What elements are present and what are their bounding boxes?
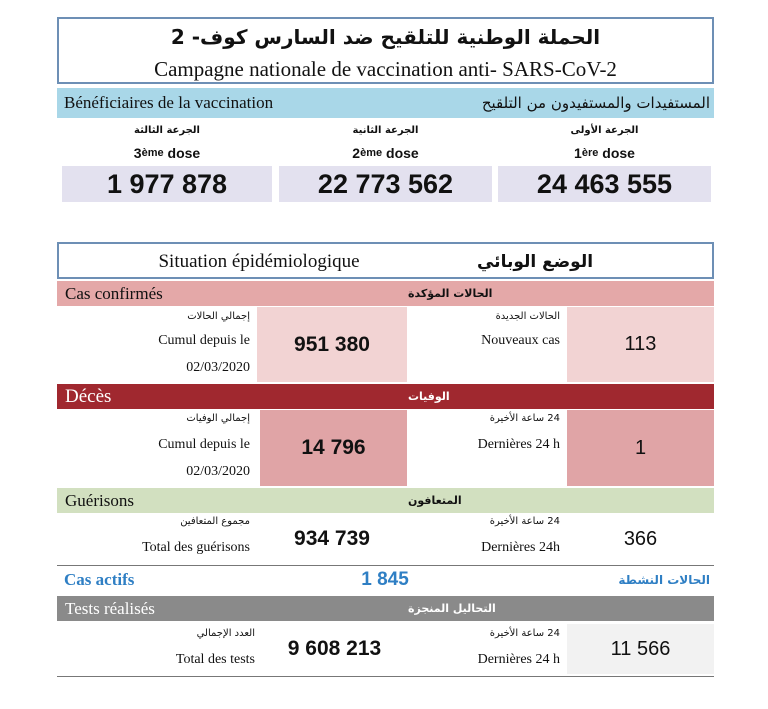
- active-label-ar: الحالات النشطة: [618, 573, 710, 587]
- tests-band-fr: Tests réalisés: [57, 596, 408, 621]
- situation-title-fr: Situation épidémiologique: [158, 250, 360, 272]
- dose2-value: 22 773 562: [279, 166, 492, 202]
- recoveries-bottom-rule: [57, 565, 714, 566]
- campaign-title-fr: Campagne nationale de vaccination anti- SARS-CoV-2: [154, 56, 617, 81]
- deaths-cum-value: 14 796: [260, 410, 407, 486]
- deaths-band-ar: الوفيات: [408, 384, 714, 409]
- dose1-value: 24 463 555: [498, 166, 711, 202]
- confirmed-cum-value: 951 380: [257, 307, 407, 382]
- tests-band-ar: التحاليل المنجزة: [408, 596, 714, 621]
- beneficiaries-label-fr: Bénéficiaires de la vaccination: [64, 93, 274, 112]
- deaths-last-label-ar: 24 ساعة الأخيرة: [489, 413, 560, 424]
- tests-bottom-rule: [57, 676, 714, 677]
- confirmed-band-fr: Cas confirmés: [57, 281, 408, 306]
- active-label-fr: Cas actifs: [64, 570, 135, 589]
- dose1-label-ar: الجرعة الأولى: [570, 124, 639, 136]
- deaths-band-fr: Décès: [57, 384, 408, 409]
- tests-total-value: 9 608 213: [287, 637, 382, 660]
- recoveries-last-label-fr: Dernières 24h: [481, 540, 560, 555]
- confirmed-new-label-fr: Nouveaux cas: [481, 333, 560, 348]
- recoveries-band-ar: المتعافون: [408, 488, 714, 513]
- deaths-last-label-fr: Dernières 24 h: [477, 437, 560, 452]
- dose1-label-fr: 1 ère dose: [574, 145, 635, 161]
- dose2-label-fr: 2 ème dose: [352, 145, 419, 161]
- recoveries-last-label-ar: 24 ساعة الأخيرة: [489, 516, 560, 527]
- tests-last-label-fr: Dernières 24 h: [477, 652, 560, 667]
- deaths-cum-label-fr: Cumul depuis le: [158, 437, 250, 452]
- dose3-label-fr: 3 ème dose: [133, 145, 201, 161]
- recoveries-total-value: 934 739: [294, 527, 370, 550]
- dose3-label-ar: الجرعة الثالثة: [134, 124, 200, 136]
- recoveries-total-label-fr: Total des guérisons: [142, 540, 250, 555]
- tests-total-label-ar: العدد الإجمالي: [196, 628, 255, 639]
- active-value: 1 845: [361, 569, 409, 590]
- situation-title-ar: الوضع الوبائي: [476, 251, 594, 272]
- recoveries-total-label-ar: مجموع المتعافين: [180, 516, 250, 527]
- confirmed-new-label-ar: الحالات الجديدة: [495, 311, 560, 322]
- confirmed-cum-date: 02/03/2020: [186, 360, 250, 375]
- tests-last-value: 11 566: [567, 624, 714, 674]
- confirmed-band-ar: الحالات المؤكدة: [408, 281, 714, 306]
- confirmed-new-value: 113: [567, 307, 714, 382]
- dose2-label-ar: الجرعة الثانية: [352, 124, 419, 136]
- deaths-last-value: 1: [567, 410, 714, 486]
- tests-last-label-ar: 24 ساعة الأخيرة: [489, 628, 560, 639]
- deaths-cum-label-ar: إجمالي الوفيات: [186, 413, 250, 424]
- confirmed-cum-label-ar: إجمالي الحالات: [187, 311, 250, 322]
- tests-total-label-fr: Total des tests: [175, 652, 255, 667]
- recoveries-band-fr: Guérisons: [57, 488, 408, 513]
- campaign-title-ar: الحملة الوطنية للتلقيح ضد السارس كوف- 2: [170, 25, 601, 49]
- dose3-value: 1 977 878: [62, 166, 272, 202]
- recoveries-last-value: 366: [623, 527, 658, 550]
- confirmed-cum-label-fr: Cumul depuis le: [158, 333, 250, 348]
- deaths-cum-date: 02/03/2020: [186, 464, 250, 479]
- beneficiaries-label-ar: المستفيدات والمستفيدون من التلقيح: [481, 94, 710, 112]
